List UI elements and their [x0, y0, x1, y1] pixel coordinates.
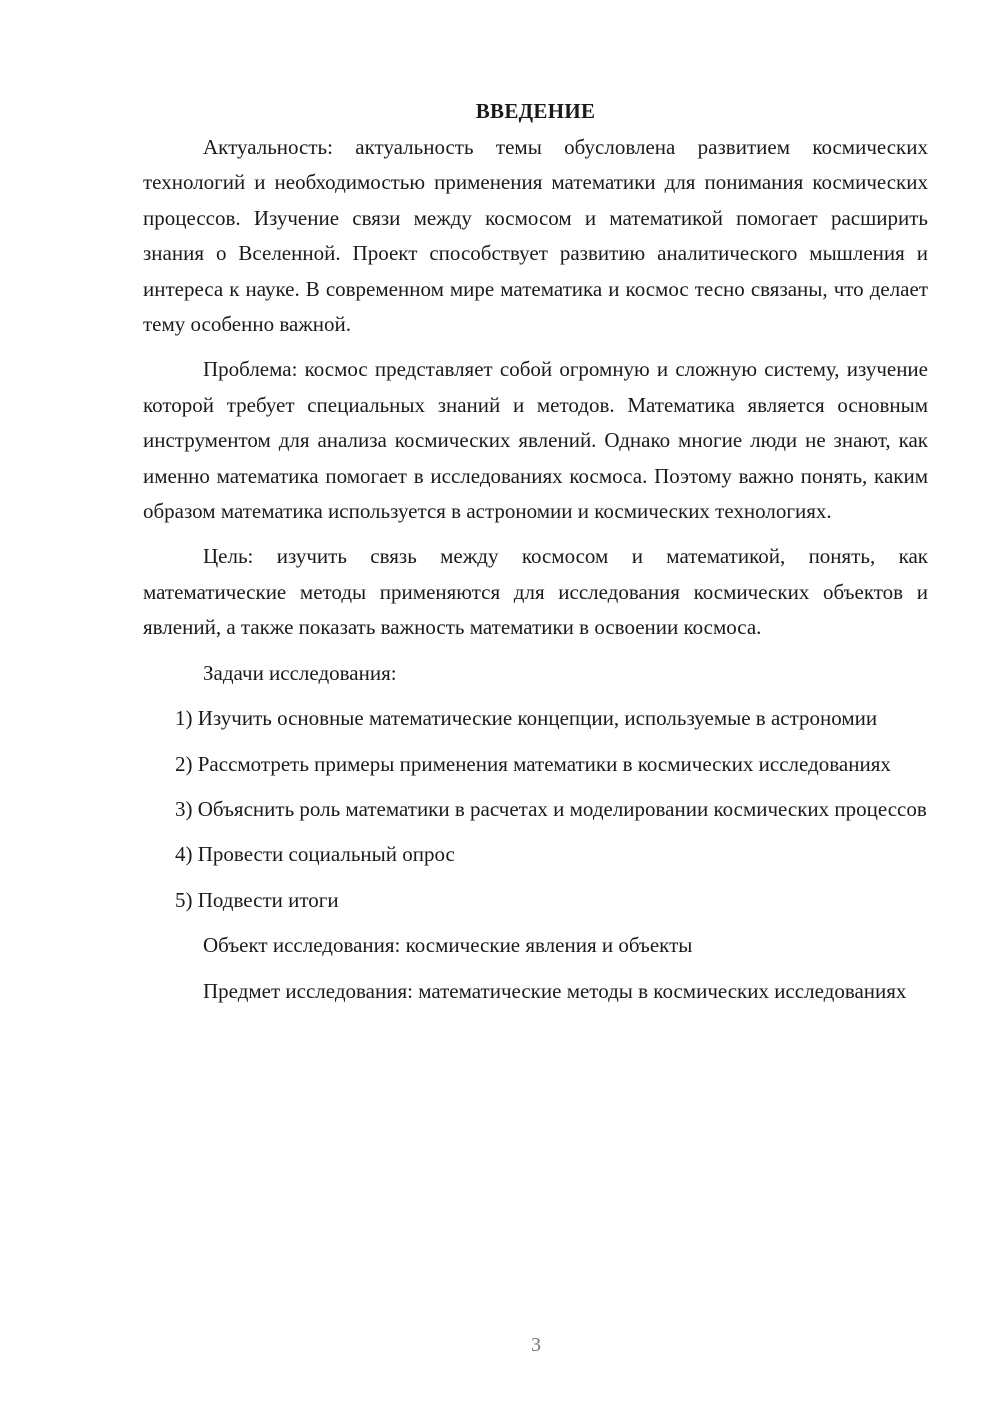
task-item: 1) Изучить основные математические концепции, используемые в астрономии	[175, 706, 878, 731]
task-item: 5) Подвести итоги	[175, 887, 339, 912]
task-item: 2) Рассмотреть примеры применения математики в космических исследованиях	[175, 751, 891, 776]
task-item: 3) Объяснить роль математики в расчетах и моделировании космических процессов	[175, 796, 927, 821]
task-item: 4) Провести социальный опрос	[175, 842, 455, 867]
tasks-heading: Задачи исследования:	[203, 660, 397, 685]
problem-paragraph: Проблема: космос представляет собой огромную и сложную систему, изучение которой требует специальных знаний и методов. Математика является основным инструментом для анализа космических явлений. Однако многие люди не знают, как именно математика помогает в исследованиях космоса. Поэтому важно понять, каким образом математика используется в астрономии и космических технологиях.	[143, 357, 928, 524]
goal-paragraph: Цель: изучить связь между космосом и математикой, понять, как математические методы применяются для исследования космических объектов и явлений, а также показать важность математики в освоении космоса.	[143, 544, 928, 640]
page-number: 3	[531, 1334, 541, 1356]
research-object-paragraph: Объект исследования: космические явления и объекты	[203, 933, 693, 958]
document-title: ВВЕДЕНИЕ	[475, 99, 596, 123]
document-body	[143, 96, 928, 1019]
relevance-paragraph: Актуальность: актуальность темы обусловлена развитием космических технологий и необходимостью применения математики для понимания космических процессов. Изучение связи между космосом и математикой помогает расширить знания о Вселенной. Проект способствует развитию аналитического мышления и интереса к науке. В современном мире математика и космос тесно связаны, что делает тему особенно важной.	[143, 135, 928, 337]
research-subject-paragraph: Предмет исследования: математические методы в космических исследованиях	[203, 978, 907, 1003]
